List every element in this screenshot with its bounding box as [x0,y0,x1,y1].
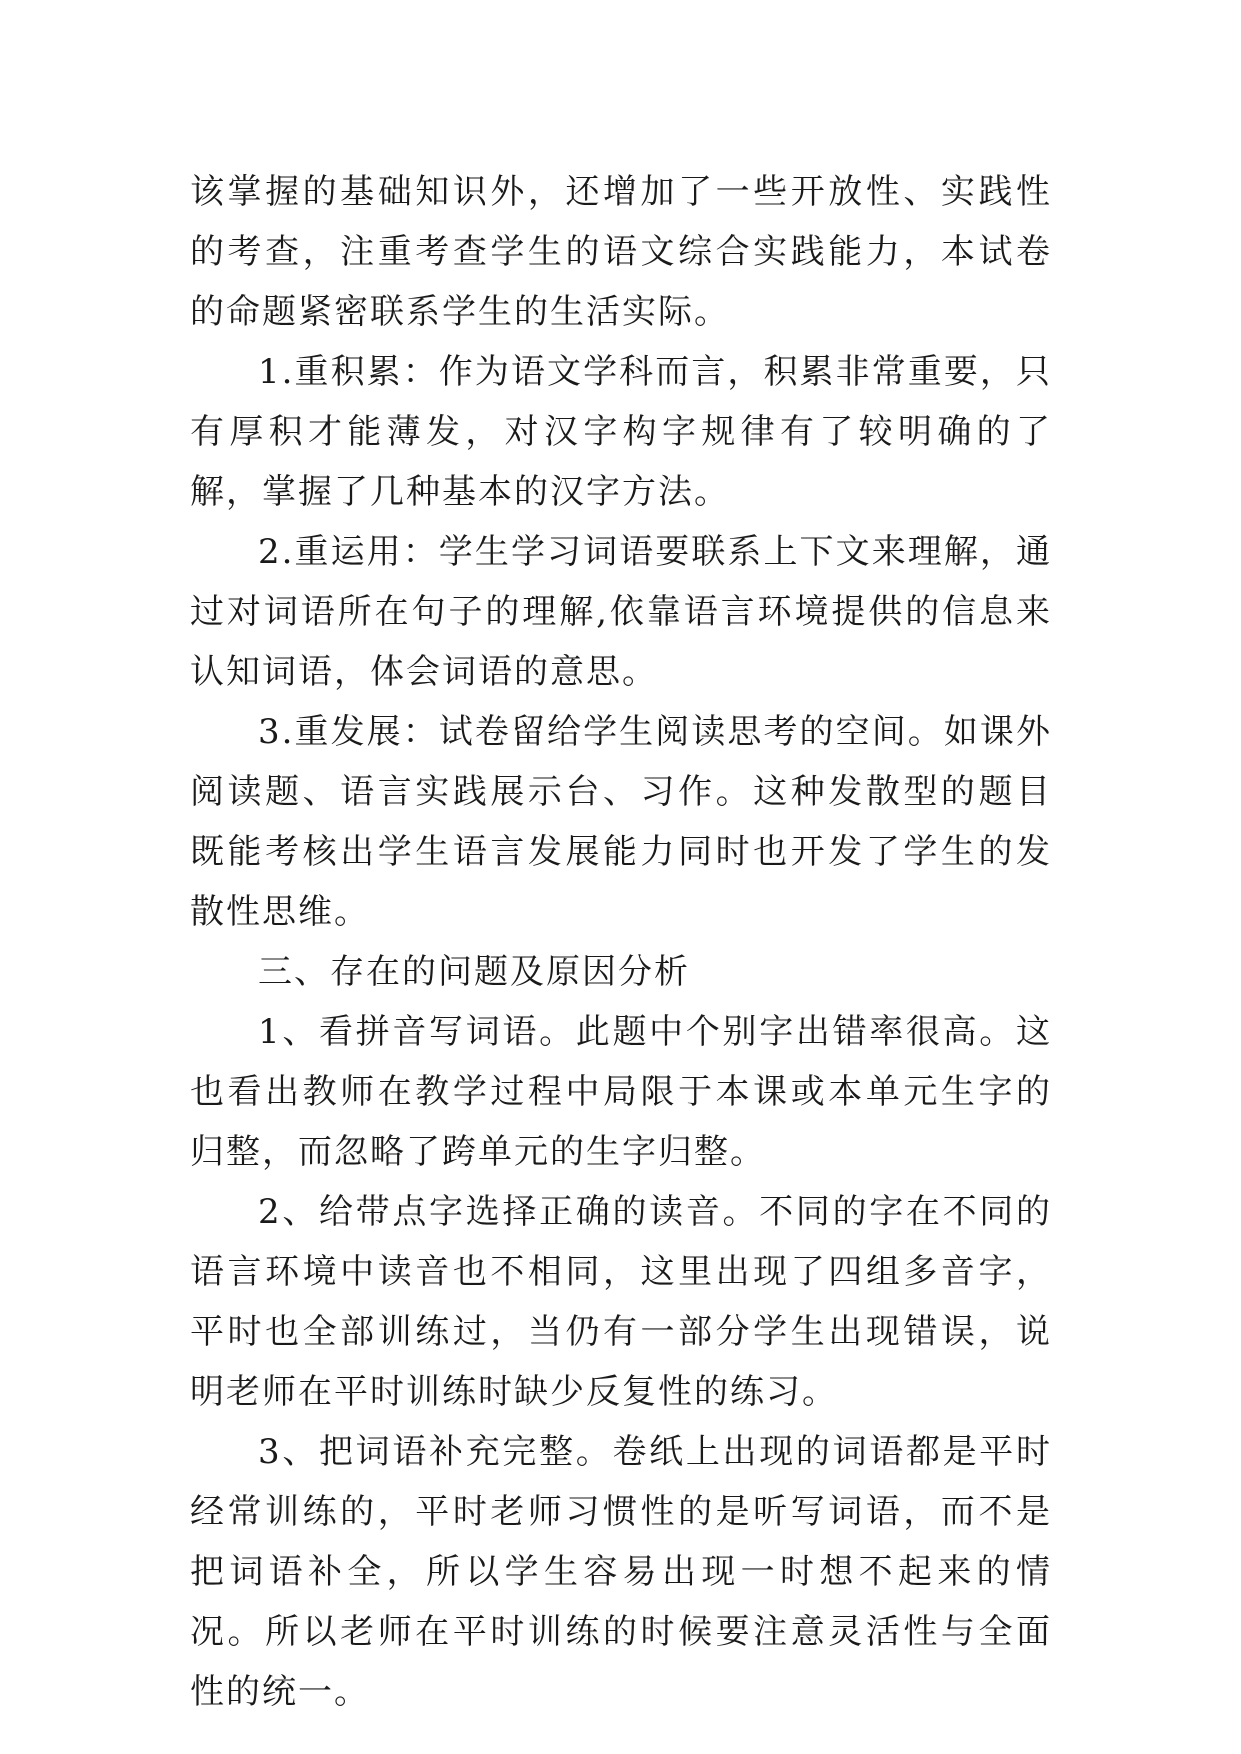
paragraph-problem-3: 3、把词语补充完整。卷纸上出现的词语都是平时经常训练的，平时老师习惯性的是听写词语，而不是把词语补全，所以学生容易出现一时想不起来的情况。所以老师在平时训练的时候要注意灵活性与全面性的统一。 [190,1432,1052,1712]
paragraph-problem-2: 2、给带点字选择正确的读音。不同的字在不同的语言环境中读音也不相同，这里出现了四组多音字，平时也全部训练过，当仍有一部分学生出现错误，说明老师在平时训练时缺少反复性的练习。 [190,1192,1052,1412]
paragraph-problem-1: 1、看拼音写词语。此题中个别字出错率很高。这也看出教师在教学过程中局限于本课或本单元生字的归整，而忽略了跨单元的生字归整。 [190,1012,1052,1172]
paragraph-development: 3.重发展：试卷留给学生阅读思考的空间。如课外阅读题、语言实践展示台、习作。这种发散型的题目既能考核出学生语言发展能力同时也开发了学生的发散性思维。 [190,712,1052,932]
document-body [190,162,1052,1722]
section-heading-problems: 三、存在的问题及原因分析 [258,952,690,992]
paragraph-application: 2.重运用：学生学习词语要联系上下文来理解，通过对词语所在句子的理解,依靠语言环境提供的信息来认知词语，体会词语的意思。 [190,532,1052,692]
paragraph-intro-continuation: 该掌握的基础知识外，还增加了一些开放性、实践性的考查，注重考查学生的语文综合实践能力，本试卷的命题紧密联系学生的生活实际。 [190,172,1052,332]
paragraph-accumulation: 1.重积累：作为语文学科而言，积累非常重要，只有厚积才能薄发，对汉字构字规律有了较明确的了解，掌握了几种基本的汉字方法。 [190,352,1052,512]
